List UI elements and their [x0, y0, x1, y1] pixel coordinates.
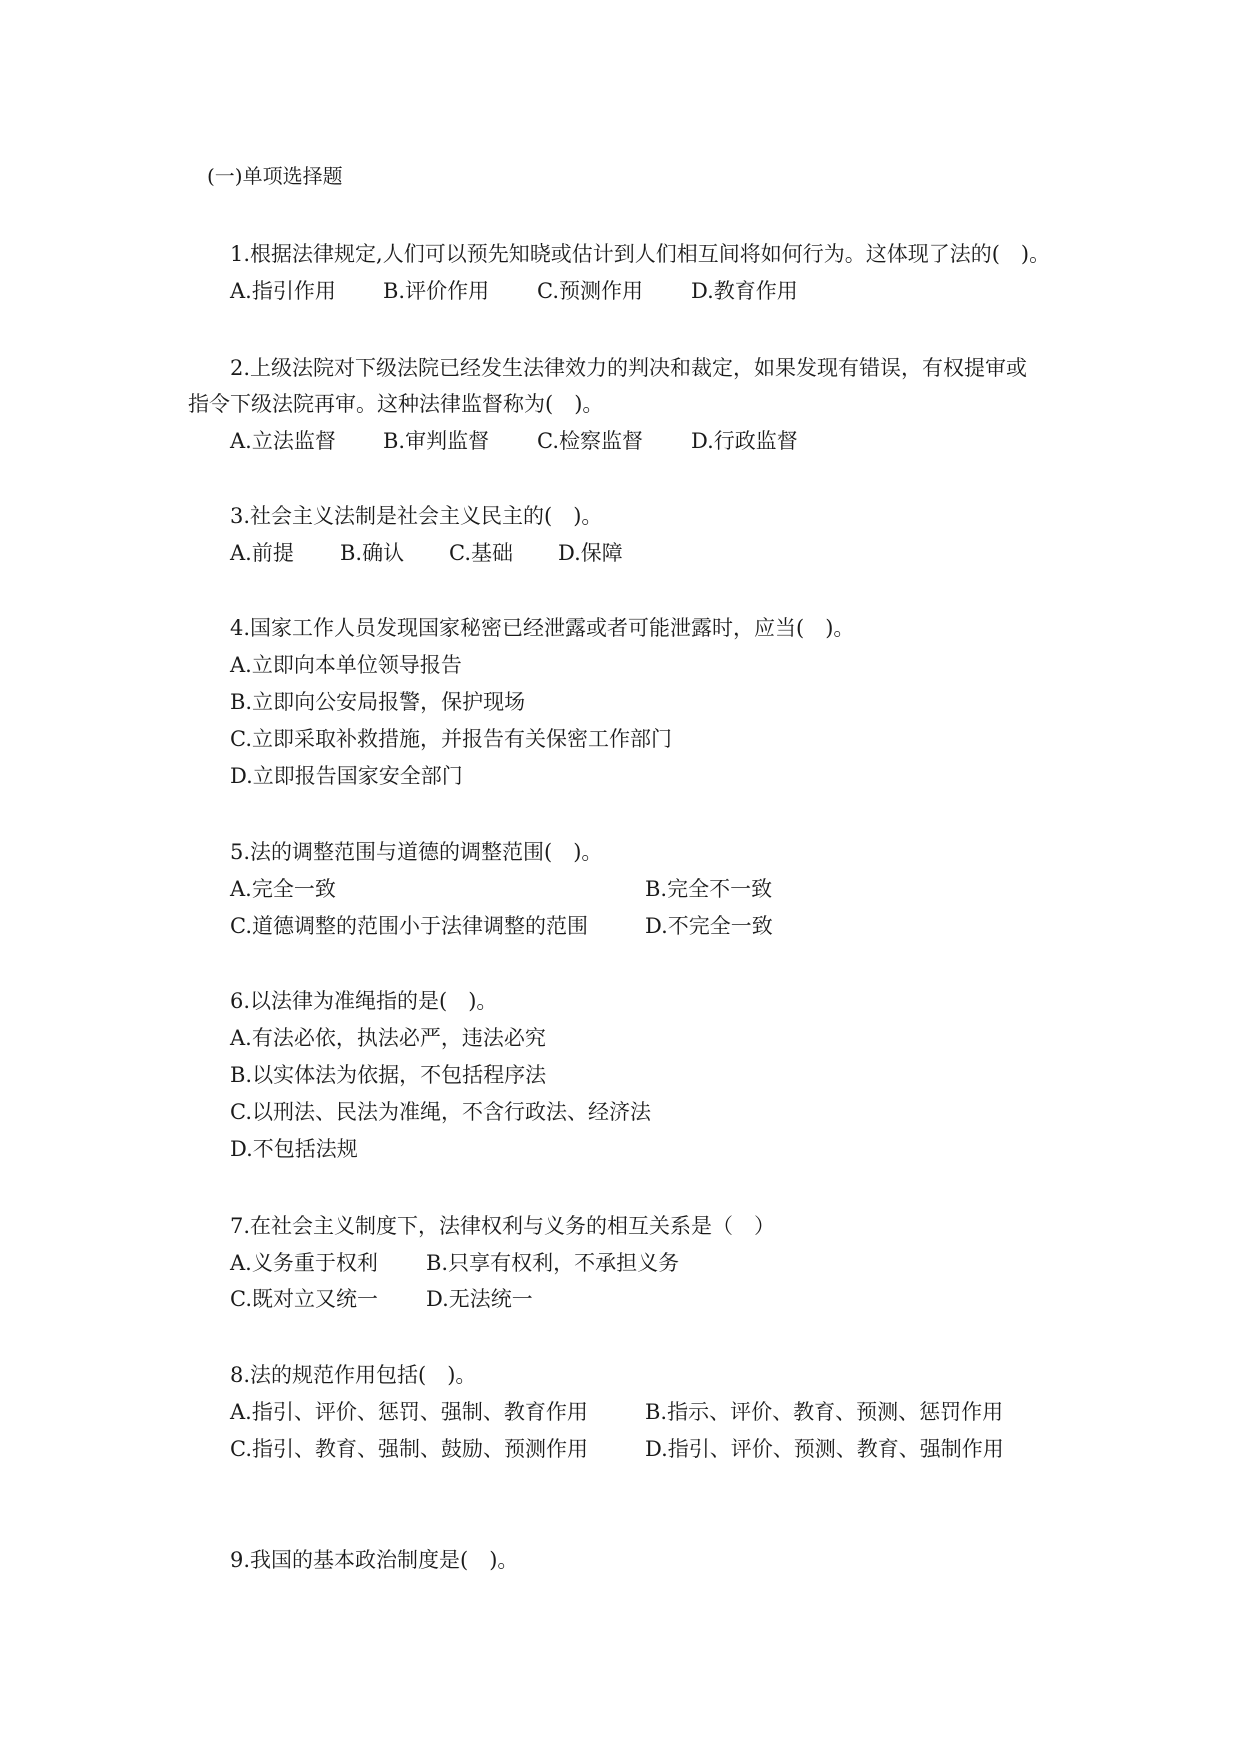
- question-2-option-d: D.行政监督: [691, 429, 798, 453]
- question-2-option-c: C.检察监督: [537, 429, 643, 453]
- question-8-stem: 8.法的规范作用包括( )。: [230, 1363, 477, 1387]
- question-7-stem: 7.在社会主义制度下，法律权利与义务的相互关系是（ ）: [230, 1214, 776, 1238]
- question-1-stem: 1.根据法律规定,人们可以预先知晓或估计到人们相互间将如何行为。这体现了法的( )。: [230, 242, 1051, 266]
- question-6-option-d: D.不包括法规: [230, 1137, 358, 1161]
- question-2-option-a: A.立法监督: [230, 429, 336, 453]
- question-3-option-c: C.基础: [449, 541, 513, 565]
- question-3-option-b: B.确认: [340, 541, 405, 565]
- question-1-option-d: D.教育作用: [691, 279, 798, 303]
- question-4-option-d: D.立即报告国家安全部门: [230, 764, 463, 788]
- question-7-option-b: B.只享有权利，不承担义务: [426, 1251, 680, 1275]
- question-7-option-a: A.义务重于权利: [230, 1251, 378, 1275]
- question-3-option-a: A.前提: [230, 541, 294, 565]
- question-3-stem: 3.社会主义法制是社会主义民主的( )。: [230, 504, 603, 528]
- question-2-stem-line1: 2.上级法院对下级法院已经发生法律效力的判决和裁定，如果发现有错误，有权提审或: [230, 356, 1028, 380]
- question-4-option-a: A.立即向本单位领导报告: [230, 653, 462, 677]
- question-1-option-b: B.评价作用: [383, 279, 490, 303]
- question-1-option-c: C.预测作用: [537, 279, 643, 303]
- question-7-option-d: D.无法统一: [426, 1287, 533, 1311]
- question-8-option-b: B.指示、评价、教育、预测、惩罚作用: [645, 1400, 1004, 1424]
- question-5-stem: 5.法的调整范围与道德的调整范围( )。: [230, 840, 603, 864]
- question-5-option-d: D.不完全一致: [645, 914, 773, 938]
- question-5-option-b: B.完全不一致: [645, 877, 773, 901]
- question-6-option-a: A.有法必依，执法必严，违法必究: [230, 1026, 546, 1050]
- question-8-option-a: A.指引、评价、惩罚、强制、教育作用: [230, 1400, 588, 1424]
- question-7-option-c: C.既对立又统一: [230, 1287, 378, 1311]
- question-3-option-d: D.保障: [558, 541, 623, 565]
- question-5-option-a: A.完全一致: [230, 877, 336, 901]
- question-8-option-d: D.指引、评价、预测、教育、强制作用: [645, 1437, 1004, 1461]
- question-1-option-a: A.指引作用: [230, 279, 336, 303]
- question-5-option-c: C.道德调整的范围小于法律调整的范围: [230, 914, 588, 938]
- question-8-option-c: C.指引、教育、强制、鼓励、预测作用: [230, 1437, 588, 1461]
- question-4-option-c: C.立即采取补救措施，并报告有关保密工作部门: [230, 727, 672, 751]
- question-6-stem: 6.以法律为准绳指的是( )。: [230, 989, 498, 1013]
- question-4-stem: 4.国家工作人员发现国家秘密已经泄露或者可能泄露时，应当( )。: [230, 616, 855, 640]
- question-2-stem-line2: 指令下级法院再审。这种法律监督称为( )。: [188, 392, 604, 416]
- question-6-option-c: C.以刑法、民法为准绳，不含行政法、经济法: [230, 1100, 651, 1124]
- question-6-option-b: B.以实体法为依据，不包括程序法: [230, 1063, 547, 1087]
- question-4-option-b: B.立即向公安局报警，保护现场: [230, 690, 526, 714]
- question-9-stem: 9.我国的基本政治制度是( )。: [230, 1548, 519, 1572]
- section-title: (一)单项选择题: [207, 164, 343, 188]
- question-2-option-b: B.审判监督: [383, 429, 490, 453]
